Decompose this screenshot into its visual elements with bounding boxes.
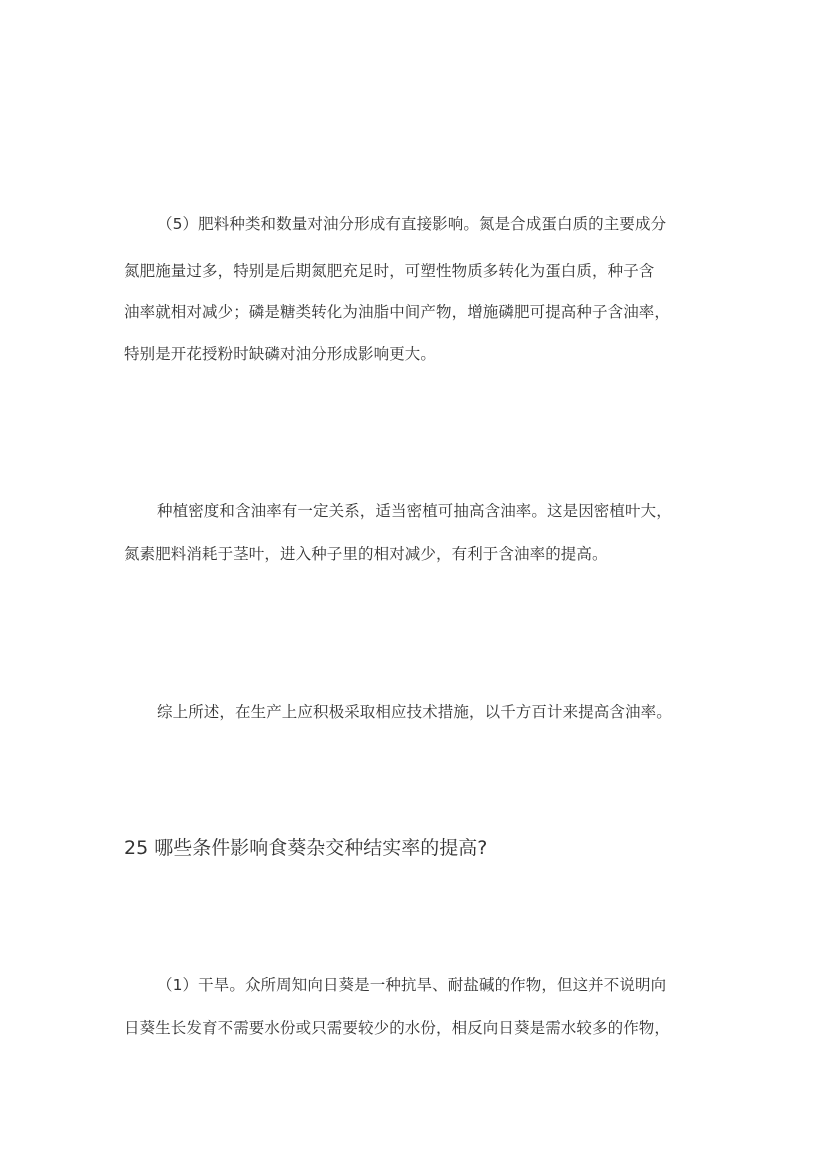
text-line: 氮素肥料消耗于茎叶，进入种子里的相对减少，有利于含油率的提高。 [124,545,608,563]
section-heading: 25 哪些条件影响食葵杂交种结实率的提高? [124,837,488,859]
text-line: 特别是开花授粉时缺磷对油分形成影响更大。 [124,345,437,363]
text-line: 油率就相对减少；磷是糖类转化为油脂中间产物，增施磷肥可提高种子含油率， [124,303,671,321]
text-line: （1）干旱。众所周知向日葵是一种抗旱、耐盐碱的作物，但这并不说明向 [157,976,667,994]
text-line: （5）肥料种类和数量对油分形成有直接影响。氮是合成蛋白质的主要成分 [157,215,667,233]
text-line: 种植密度和含油率有一定关系，适当密植可抽高含油率。这是因密植叶大， [157,502,672,520]
text-line: 氮肥施量过多，特别是后期氮肥充足时，可塑性物质多转化为蛋白质，种子含 [124,262,655,280]
text-line: 日葵生长发育不需要水份或只需要较少的水份，相反向日葵是需水较多的作物， [124,1019,671,1037]
text-line: 综上所述，在生产上应积极采取相应技术措施，以千方百计来提高含油率。 [157,703,672,721]
